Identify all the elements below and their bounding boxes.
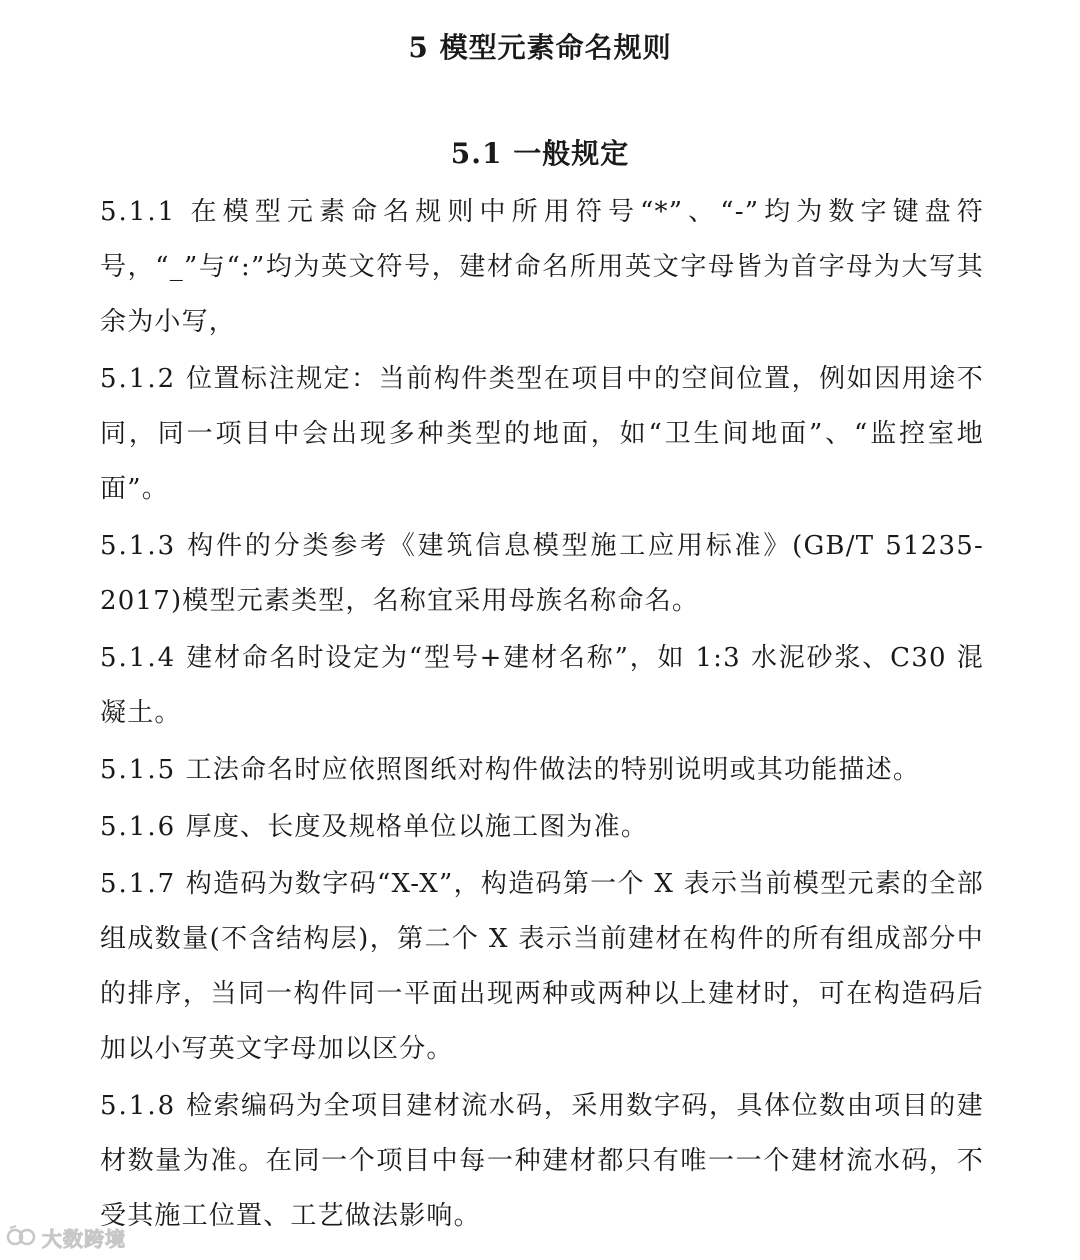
clause-number: 5.1.8 [100,1091,177,1121]
clause-text: 构造码为数字码“X-X”，构造码第一个 X 表示当前模型元素的全部组成数量(不含结构层)，第二个 X 表示当前建材在构件的所有组成部分中的排序，当同一构件同一平面出现两种或两种以上建材时，可在构造码后加以小写英文字母加以区分。 [100,869,984,1064]
clause-number: 5.1.6 [100,812,177,842]
clause-5-1-3 [100,519,984,629]
clause-5-1-5 [100,743,984,798]
logo-icon [6,1224,36,1250]
clause-number: 5.1.4 [100,643,177,673]
clause-text: 构件的分类参考《建筑信息模型施工应用标准》(GB/T 51235-2017)模型元素类型，名称宜采用母族名称命名。 [100,531,985,616]
clause-5-1-7 [100,857,984,1077]
clause-text: 位置标注规定：当前构件类型在项目中的空间位置，例如因用途不同，同一项目中会出现多种类型的地面，如“卫生间地面”、“监控室地面”。 [100,364,984,504]
clause-number: 5.1.2 [100,364,177,394]
clause-list [100,185,984,1246]
clause-5-1-2 [100,352,984,517]
clause-number: 5.1.3 [100,531,177,561]
clause-text: 建材命名时设定为“型号+建材名称”，如 1:3 水泥砂浆、C30 混凝土。 [100,643,984,728]
clause-5-1-1 [100,185,984,350]
chapter-title: 5 模型元素命名规则 [408,31,672,64]
clause-text: 厚度、长度及规格单位以施工图为准。 [185,812,649,842]
watermark-text: 大数跨境 [42,1226,126,1251]
clause-5-1-6 [100,800,984,855]
clause-text: 在模型元素命名规则中所用符号“*”、“-”均为数字键盘符号，“_”与“:”均为英文符号，建材命名所用英文字母皆为首字母为大写其余为小写， [100,197,984,337]
clause-number: 5.1.1 [100,197,177,227]
clause-number: 5.1.7 [100,869,177,899]
section-title: 5.1 一般规定 [450,137,630,170]
clause-number: 5.1.5 [100,755,177,785]
clause-5-1-4 [100,631,984,741]
clause-text: 工法命名时应依照图纸对构件做法的特别说明或其功能描述。 [185,755,921,785]
watermark [6,1220,126,1254]
clause-text: 检索编码为全项目建材流水码，采用数字码，具体位数由项目的建材数量为准。在同一个项目中每一种建材都只有唯一一个建材流水码，不受其施工位置、工艺做法影响。 [100,1091,984,1231]
clause-5-1-8 [100,1079,984,1244]
